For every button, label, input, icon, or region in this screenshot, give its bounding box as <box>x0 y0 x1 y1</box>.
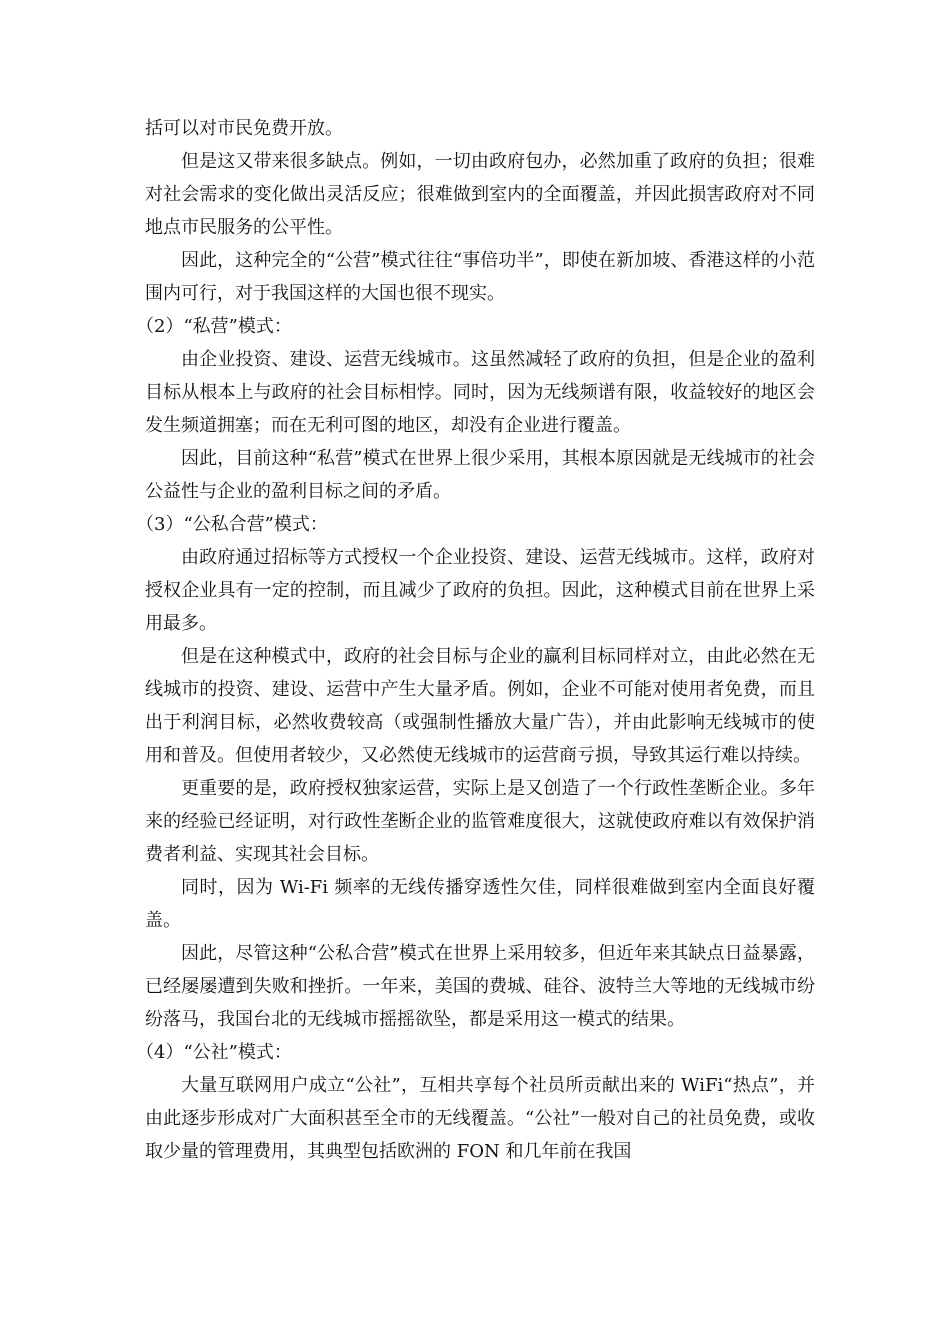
heading-private-mode: （2）“私营”模式： <box>136 316 292 337</box>
paragraph-ppp-conflicts: 但是在这种模式中，政府的社会目标与企业的赢利目标同样对立，由此必然在无线城市的投资、建设、运营中产生大量矛盾。例如，企业不可能对使用者免费，而且出于利润目标，必然收费较高（或强制性播放大量广告），并由此影响无线城市的使用和普及。但使用者较少，又必然使无线城市的运营商亏损，导致其运行难以持续。 <box>145 646 815 766</box>
heading-commune-mode: （4）“公社”模式： <box>136 1042 292 1063</box>
paragraph-commune-description: 大量互联网用户成立“公社”，互相共享每个社员所贡献出来的 WiFi“热点”，并由此逐步形成对广大面积甚至全市的无线覆盖。“公社”一般对自己的社员免费，或收取少量的管理费用，其典型包括欧洲的 FON 和几年前在我国 <box>145 1075 815 1162</box>
paragraph-ppp-coverage: 同时，因为 Wi-Fi 频率的无线传播穿透性欠佳，同样很难做到室内全面良好覆盖。 <box>145 877 815 931</box>
paragraph-ppp-conclusion: 因此，尽管这种“公私合营”模式在世界上采用较多，但近年来其缺点日益暴露，已经屡屡遭到失败和挫折。一年来，美国的费城、硅谷、波特兰大等地的无线城市纷纷落马，我国台北的无线城市摇摇欲坠，都是采用这一模式的结果。 <box>145 943 815 1030</box>
paragraph-ppp-description: 由政府通过招标等方式授权一个企业投资、建设、运营无线城市。这样，政府对授权企业具有一定的控制，而且减少了政府的负担。因此，这种模式目前在世界上采用最多。 <box>145 547 815 634</box>
document-body <box>136 112 815 1168</box>
paragraph-ppp-monopoly: 更重要的是，政府授权独家运营，实际上是又创造了一个行政性垄断企业。多年来的经验已经证明，对行政性垄断企业的监管难度很大，这就使政府难以有效保护消费者利益、实现其社会目标。 <box>145 778 815 865</box>
paragraph-continuation: 括可以对市民免费开放。 <box>145 118 343 139</box>
paragraph-public-drawbacks: 但是这又带来很多缺点。例如，一切由政府包办，必然加重了政府的负担；很难对社会需求的变化做出灵活反应；很难做到室内的全面覆盖，并因此损害政府对不同地点市民服务的公平性。 <box>145 151 815 238</box>
paragraph-public-conclusion: 因此，这种完全的“公营”模式往往“事倍功半”，即使在新加坡、香港这样的小范围内可行，对于我国这样的大国也很不现实。 <box>145 250 815 304</box>
heading-public-private-mode: （3）“公私合营”模式： <box>136 514 328 535</box>
paragraph-private-description: 由企业投资、建设、运营无线城市。这虽然减轻了政府的负担，但是企业的盈利目标从根本上与政府的社会目标相悖。同时，因为无线频谱有限，收益较好的地区会发生频道拥塞；而在无利可图的地区，却没有企业进行覆盖。 <box>145 349 815 436</box>
paragraph-private-conclusion: 因此，目前这种“私营”模式在世界上很少采用，其根本原因就是无线城市的社会公益性与企业的盈利目标之间的矛盾。 <box>145 448 815 502</box>
